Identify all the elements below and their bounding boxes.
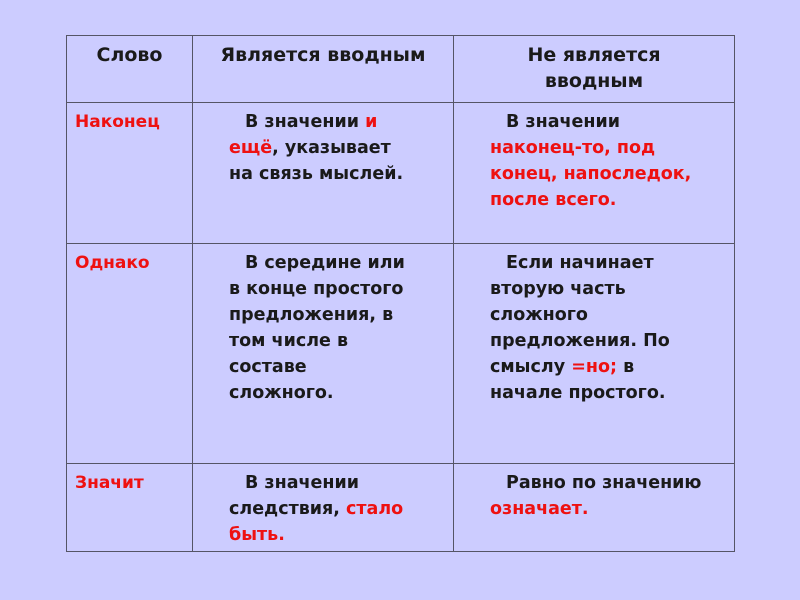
intro-cell	[193, 244, 454, 464]
plain-text: В середине или в конце простого предложения, в том числе в составе сложного.	[229, 253, 405, 403]
table-row	[67, 103, 735, 244]
rules-table	[66, 35, 735, 552]
header-word: Слово	[96, 44, 163, 66]
intro-cell	[193, 103, 454, 244]
plain-text: в начале простого.	[490, 357, 666, 403]
highlight-text: =но;	[571, 357, 617, 377]
word-cell	[67, 464, 193, 552]
header-word-cell	[67, 36, 193, 103]
not-intro-cell	[454, 244, 735, 464]
intro-text	[193, 103, 412, 187]
plain-text: Если начинает вторую часть сложного предложения. По смыслу	[490, 253, 670, 377]
not-intro-text	[454, 103, 723, 213]
intro-text	[193, 244, 422, 406]
intro-text	[193, 464, 437, 548]
highlight-text: означает.	[490, 499, 589, 519]
word-label: Значит	[75, 473, 144, 493]
highlight-text: и ещё	[229, 112, 378, 158]
highlight-text: наконец-то, под конец, напоследок, после всего.	[490, 138, 692, 210]
header-not-intro-cell	[454, 36, 735, 103]
plain-text: , указывает на связь мыслей.	[229, 138, 404, 184]
word-cell	[67, 103, 193, 244]
highlight-text: стало быть.	[229, 499, 404, 545]
not-intro-cell	[454, 103, 735, 244]
header-row	[67, 36, 735, 103]
plain-text: В значении следствия,	[229, 473, 359, 519]
not-intro-text	[454, 244, 703, 406]
plain-text: В значении	[245, 112, 366, 132]
word-label: Наконец	[75, 112, 160, 132]
header-intro-cell	[193, 36, 454, 103]
not-intro-cell	[454, 464, 735, 552]
plain-text: Равно по значению	[506, 473, 702, 493]
word-label: Однако	[75, 253, 150, 273]
word-cell	[67, 244, 193, 464]
table-row	[67, 464, 735, 552]
not-intro-text	[454, 464, 738, 522]
header-not-intro: Не является вводным	[527, 44, 661, 92]
plain-text: В значении	[506, 112, 620, 132]
table-row	[67, 244, 735, 464]
header-intro: Является вводным	[220, 44, 426, 66]
intro-cell	[193, 464, 454, 552]
